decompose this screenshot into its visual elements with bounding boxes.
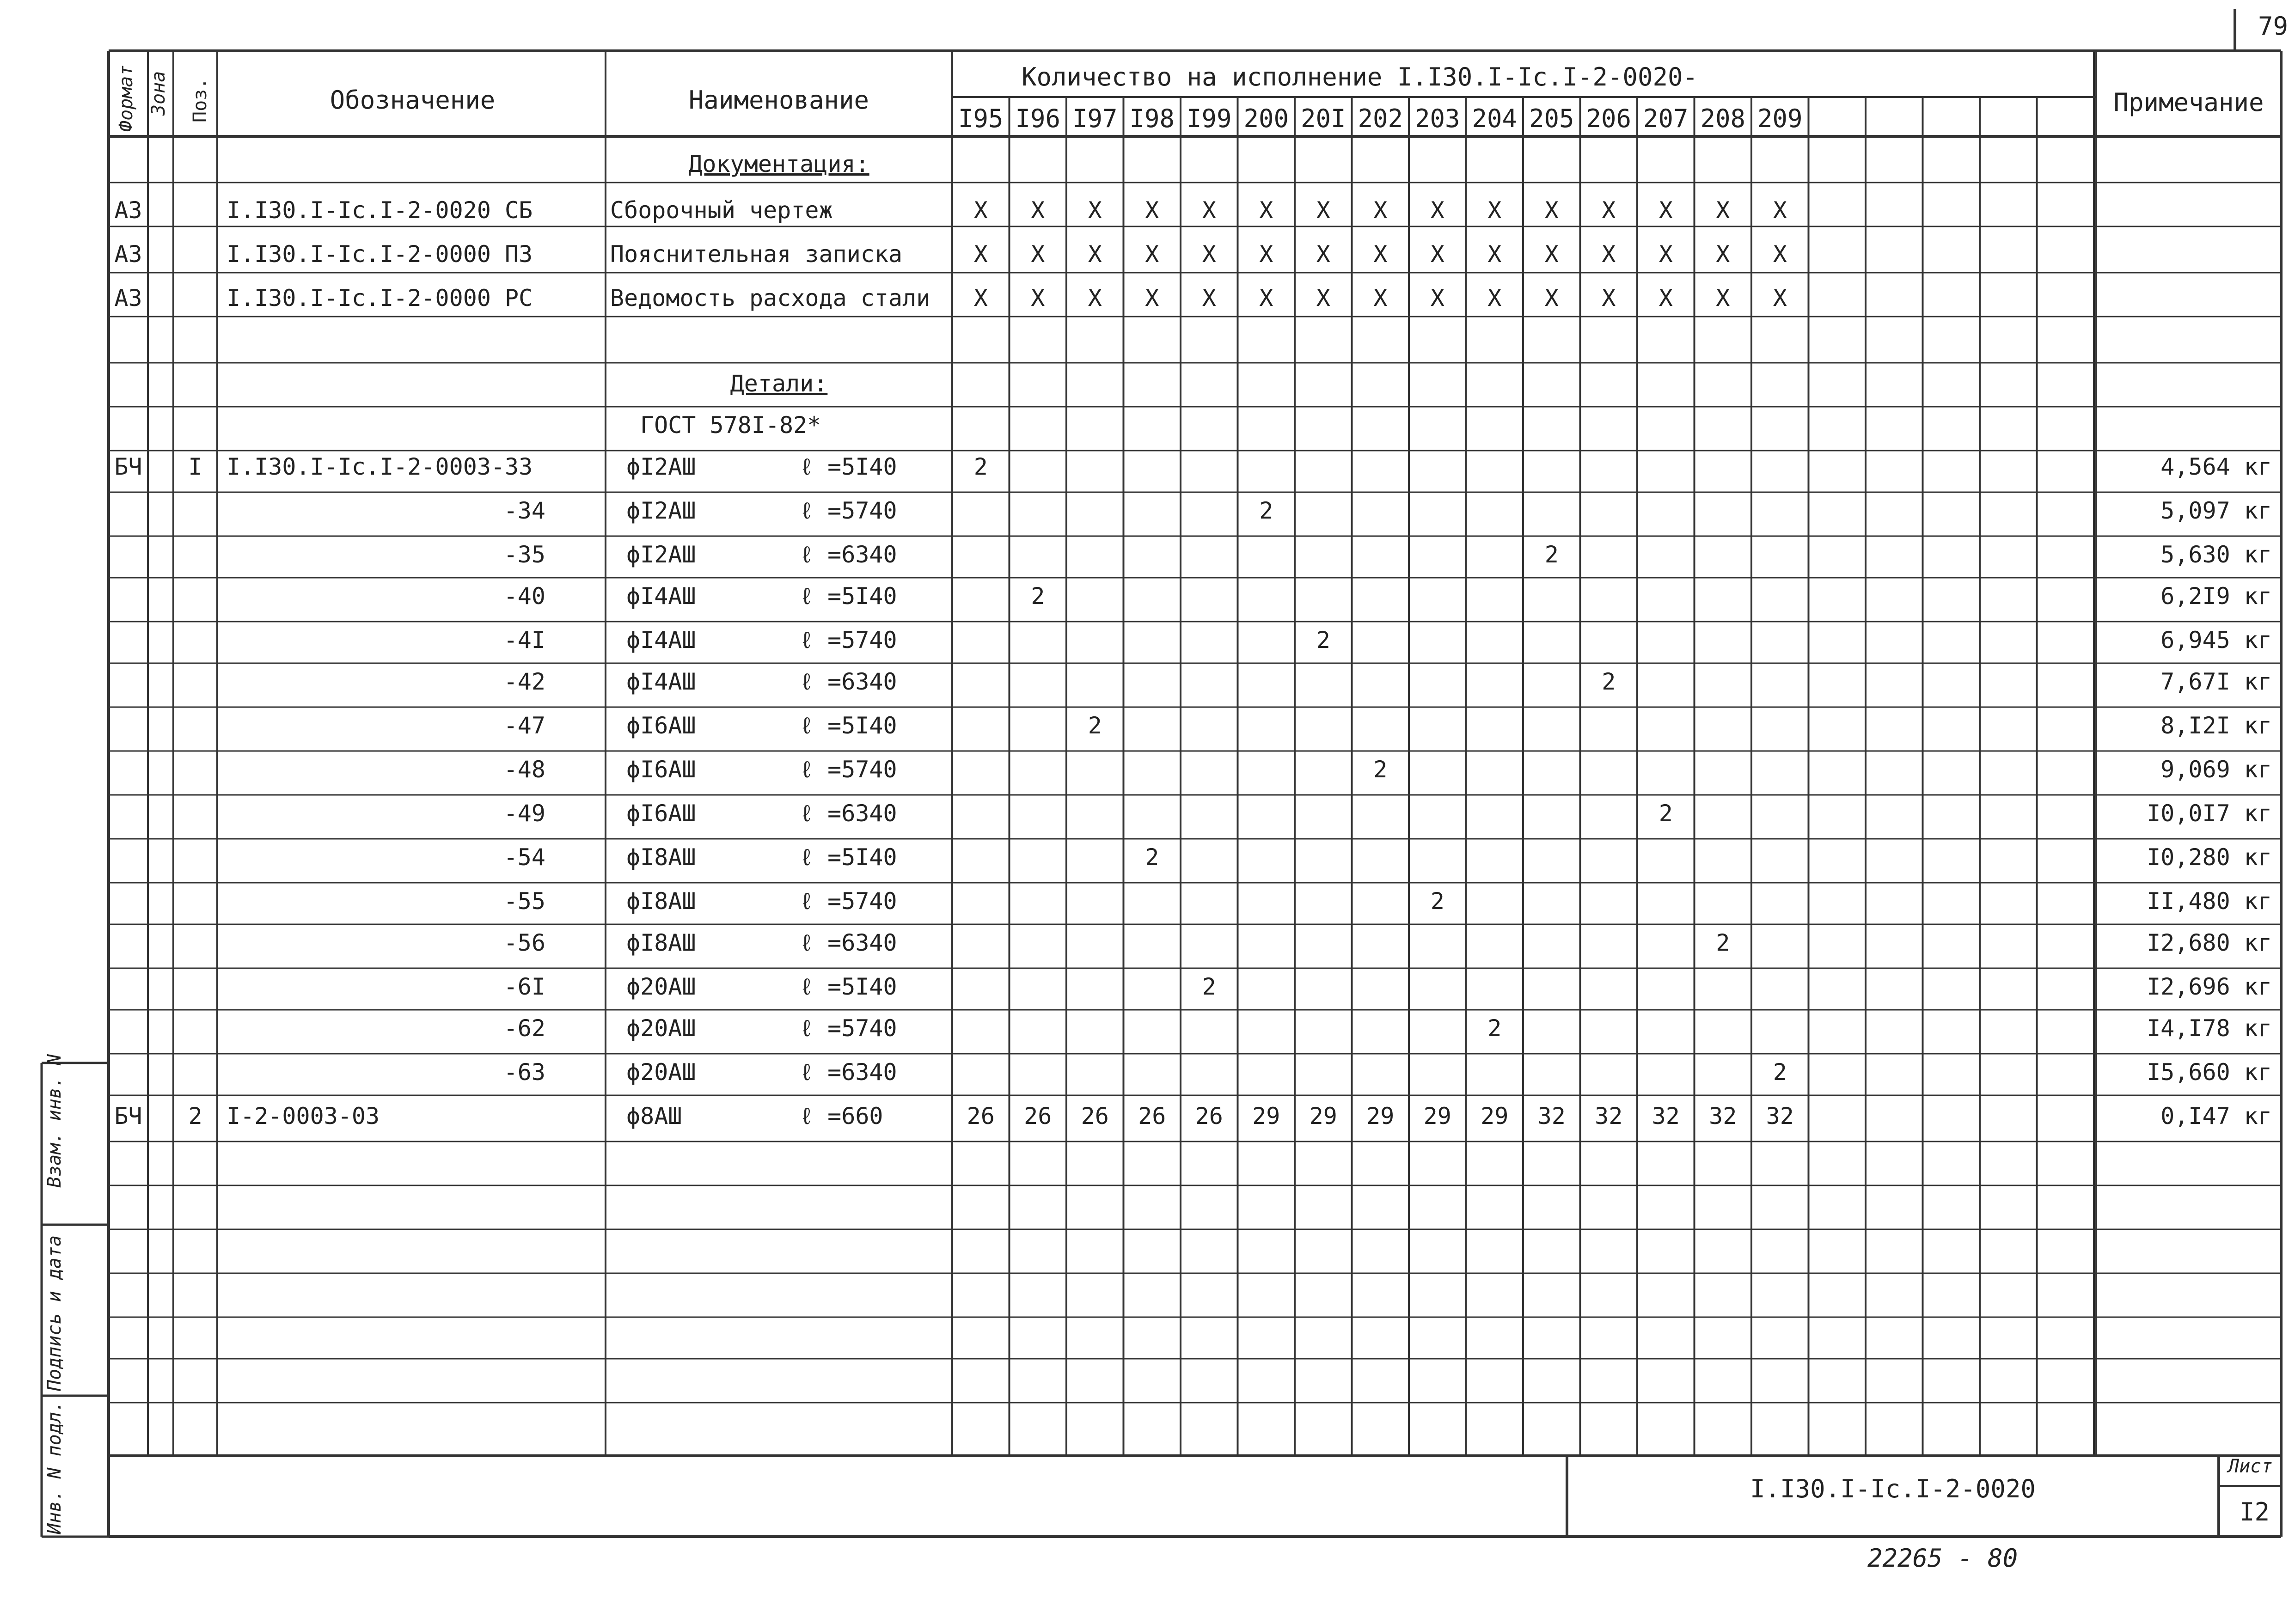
row-diameter: ϕ20АШ xyxy=(626,1059,696,1086)
row-designation: -35 xyxy=(503,541,545,568)
side-stamp-sign: Подпись и дата xyxy=(44,1235,65,1391)
row-mark: X xyxy=(1716,241,1730,268)
row-note: 4,564 кг xyxy=(2160,453,2272,480)
row-note: I2,680 кг xyxy=(2147,929,2272,956)
row-length: ℓ =5740 xyxy=(800,627,897,653)
row-quantity: 2 xyxy=(1773,1059,1787,1086)
variant-header: I99 xyxy=(1186,104,1232,133)
variant-header: 206 xyxy=(1586,104,1632,133)
row-quantity: 2 xyxy=(1202,973,1216,1000)
row-length: ℓ =660 xyxy=(800,1103,883,1129)
row-diameter: ϕI4АШ xyxy=(626,583,696,610)
variant-header: I95 xyxy=(958,104,1004,133)
row-note: 8,I2I кг xyxy=(2160,712,2272,739)
row-mark: X xyxy=(1602,197,1616,224)
row-pos: I xyxy=(188,453,202,480)
row-designation: -49 xyxy=(503,800,545,827)
row-designation: -56 xyxy=(503,929,545,956)
row-mark: X xyxy=(1487,285,1502,311)
row-quantity: 2 xyxy=(1602,668,1616,695)
row-mark: X xyxy=(1773,285,1787,311)
row-note: 6,945 кг xyxy=(2160,627,2272,653)
variant-header: 203 xyxy=(1414,104,1460,133)
row-pos: 2 xyxy=(188,1103,202,1129)
row-note: 7,67I кг xyxy=(2160,668,2272,695)
row-mark: X xyxy=(1088,197,1102,224)
row-mark: X xyxy=(973,197,988,224)
row-designation: -62 xyxy=(503,1015,545,1042)
row-mark: X xyxy=(1202,285,1216,311)
row-diameter: ϕI2АШ xyxy=(626,453,696,480)
row-diameter: ϕI6АШ xyxy=(626,800,696,827)
row-designation: -48 xyxy=(503,756,545,783)
row-mark: X xyxy=(1430,197,1444,224)
row-quantity: 2 xyxy=(973,453,988,480)
row-length: ℓ =5740 xyxy=(800,888,897,915)
row-mark: X xyxy=(1544,197,1559,224)
row-quantity: 2 xyxy=(1544,541,1559,568)
row-mark: X xyxy=(1487,241,1502,268)
section-gost: ГОСТ 578I-82* xyxy=(640,412,821,439)
footer-number: 22265 - 80 xyxy=(1867,1544,2018,1573)
variant-header: 204 xyxy=(1472,104,1518,133)
row-quantity: 29 xyxy=(1366,1103,1395,1129)
row-diameter: ϕI6АШ xyxy=(626,712,696,739)
row-quantity: 2 xyxy=(1088,712,1102,739)
row-diameter: ϕ20АШ xyxy=(626,1015,696,1042)
row-note: 5,630 кг xyxy=(2160,541,2272,568)
row-designation: -42 xyxy=(503,668,545,695)
row-designation: -54 xyxy=(503,844,545,871)
row-note: I0,280 кг xyxy=(2147,844,2272,871)
row-mark: X xyxy=(1773,197,1787,224)
row-diameter: ϕI6АШ xyxy=(626,756,696,783)
variant-header: I98 xyxy=(1129,104,1175,133)
row-quantity: 26 xyxy=(1081,1103,1109,1129)
row-mark: X xyxy=(1031,197,1045,224)
row-mark: X xyxy=(1259,197,1273,224)
variant-header: 207 xyxy=(1643,104,1689,133)
row-diameter: ϕI8АШ xyxy=(626,929,696,956)
row-note: I5,660 кг xyxy=(2147,1059,2272,1086)
title-block-code: I.I30.I-Ic.I-2-0020 xyxy=(1750,1474,2036,1503)
row-designation: I-2-0003-03 xyxy=(226,1103,380,1129)
row-quantity: 32 xyxy=(1709,1103,1737,1129)
row-quantity: 32 xyxy=(1595,1103,1623,1129)
row-mark: X xyxy=(1316,241,1330,268)
variant-header: 205 xyxy=(1529,104,1574,133)
title-block-sheet-label: Лист xyxy=(2228,1456,2273,1477)
row-note: I4,I78 кг xyxy=(2147,1015,2272,1042)
row-note: 0,I47 кг xyxy=(2160,1103,2272,1129)
row-format: А3 xyxy=(114,197,142,224)
row-mark: X xyxy=(1259,285,1273,311)
variant-header: I97 xyxy=(1072,104,1118,133)
row-designation: I.I30.I-Ic.I-2-0020 СБ xyxy=(226,197,533,224)
row-mark: X xyxy=(1659,285,1673,311)
row-length: ℓ =5I40 xyxy=(800,973,897,1000)
row-length: ℓ =6340 xyxy=(800,929,897,956)
side-stamp-inv: Инв. N подл. xyxy=(44,1401,65,1534)
row-diameter: ϕ20АШ xyxy=(626,973,696,1000)
row-quantity: 32 xyxy=(1766,1103,1794,1129)
row-length: ℓ =5740 xyxy=(800,756,897,783)
row-designation: -63 xyxy=(503,1059,545,1086)
row-mark: X xyxy=(973,285,988,311)
row-quantity: 2 xyxy=(1259,497,1273,524)
row-designation: -40 xyxy=(503,583,545,610)
row-name: Пояснительная записка xyxy=(610,241,903,268)
row-mark: X xyxy=(1659,241,1673,268)
row-format: А3 xyxy=(114,241,142,268)
row-mark: X xyxy=(1602,285,1616,311)
row-length: ℓ =6340 xyxy=(800,668,897,695)
row-mark: X xyxy=(1031,241,1045,268)
row-diameter: ϕ8АШ xyxy=(626,1103,682,1129)
row-designation: I.I30.I-Ic.I-2-0003-33 xyxy=(226,453,533,480)
row-quantity: 2 xyxy=(1716,929,1730,956)
row-length: ℓ =5I40 xyxy=(800,453,897,480)
header-zone: Зона xyxy=(148,71,169,116)
row-mark: X xyxy=(1602,241,1616,268)
row-quantity: 2 xyxy=(1430,888,1444,915)
row-mark: X xyxy=(1373,197,1388,224)
header-quantity-title: Количество на исполнение I.I30.I-Ic.I-2-0020- xyxy=(1022,62,1698,92)
row-mark: X xyxy=(1373,285,1388,311)
row-quantity: 26 xyxy=(1024,1103,1052,1129)
row-name: Сборочный чертеж xyxy=(610,197,833,224)
row-quantity: 2 xyxy=(1373,756,1388,783)
row-designation: -34 xyxy=(503,497,545,524)
row-diameter: ϕI8АШ xyxy=(626,888,696,915)
row-name: Ведомость расхода стали xyxy=(610,285,930,311)
row-quantity: 29 xyxy=(1423,1103,1451,1129)
row-mark: X xyxy=(1259,241,1273,268)
row-quantity: 2 xyxy=(1659,800,1673,827)
row-designation: I.I30.I-Ic.I-2-0000 ПЗ xyxy=(226,241,533,268)
title-block-sheet: I2 xyxy=(2240,1497,2270,1526)
row-length: ℓ =6340 xyxy=(800,800,897,827)
row-diameter: ϕI2АШ xyxy=(626,541,696,568)
row-diameter: ϕI2АШ xyxy=(626,497,696,524)
row-mark: X xyxy=(1544,285,1559,311)
row-mark: X xyxy=(1145,241,1159,268)
variant-header: 208 xyxy=(1700,104,1746,133)
row-mark: X xyxy=(1088,285,1102,311)
row-mark: X xyxy=(1202,241,1216,268)
row-format: А3 xyxy=(114,285,142,311)
row-format: БЧ xyxy=(114,1103,142,1129)
row-mark: X xyxy=(1773,241,1787,268)
row-mark: X xyxy=(1487,197,1502,224)
row-mark: X xyxy=(1145,285,1159,311)
row-mark: X xyxy=(973,241,988,268)
row-length: ℓ =5740 xyxy=(800,497,897,524)
row-note: 9,069 кг xyxy=(2160,756,2272,783)
row-diameter: ϕI4АШ xyxy=(626,627,696,653)
row-note: II,480 кг xyxy=(2147,888,2272,915)
row-quantity: 32 xyxy=(1537,1103,1566,1129)
side-stamp-replace: Взам. инв. N xyxy=(44,1054,65,1188)
row-mark: X xyxy=(1316,285,1330,311)
header-name: Наименование xyxy=(688,85,869,115)
row-designation: I.I30.I-Ic.I-2-0000 РС xyxy=(226,285,533,311)
row-length: ℓ =5I40 xyxy=(800,844,897,871)
row-mark: X xyxy=(1430,241,1444,268)
row-quantity: 26 xyxy=(1138,1103,1166,1129)
row-quantity: 29 xyxy=(1252,1103,1280,1129)
variant-header: 209 xyxy=(1757,104,1803,133)
variant-header: 20I xyxy=(1300,104,1346,133)
row-designation: -6I xyxy=(503,973,545,1000)
header-pos: Поз. xyxy=(190,78,211,122)
row-quantity: 26 xyxy=(967,1103,995,1129)
row-format: БЧ xyxy=(114,453,142,480)
variant-header: I96 xyxy=(1015,104,1061,133)
row-quantity: 2 xyxy=(1316,627,1330,653)
row-quantity: 29 xyxy=(1309,1103,1337,1129)
row-mark: X xyxy=(1659,197,1673,224)
variant-header: 202 xyxy=(1358,104,1403,133)
row-length: ℓ =5I40 xyxy=(800,712,897,739)
section-documentation: Документация: xyxy=(688,151,869,177)
row-diameter: ϕI4АШ xyxy=(626,668,696,695)
header-format: Формат xyxy=(116,65,137,132)
section-details: Детали: xyxy=(730,370,828,397)
row-quantity: 2 xyxy=(1031,583,1045,610)
row-mark: X xyxy=(1202,197,1216,224)
row-mark: X xyxy=(1031,285,1045,311)
row-quantity: 29 xyxy=(1481,1103,1509,1129)
row-length: ℓ =5I40 xyxy=(800,583,897,610)
row-mark: X xyxy=(1716,197,1730,224)
row-mark: X xyxy=(1316,197,1330,224)
row-quantity: 32 xyxy=(1652,1103,1680,1129)
row-length: ℓ =6340 xyxy=(800,541,897,568)
row-designation: -55 xyxy=(503,888,545,915)
header-note: Примечание xyxy=(2113,88,2264,117)
header-designation: Обозначение xyxy=(330,85,496,115)
row-mark: X xyxy=(1544,241,1559,268)
row-quantity: 26 xyxy=(1195,1103,1223,1129)
row-length: ℓ =5740 xyxy=(800,1015,897,1042)
row-mark: X xyxy=(1088,241,1102,268)
row-note: I0,0I7 кг xyxy=(2147,800,2272,827)
row-quantity: 2 xyxy=(1145,844,1159,871)
page-number: 79 xyxy=(2258,12,2289,41)
row-designation: -47 xyxy=(503,712,545,739)
row-mark: X xyxy=(1373,241,1388,268)
row-note: 5,097 кг xyxy=(2160,497,2272,524)
row-length: ℓ =6340 xyxy=(800,1059,897,1086)
row-note: 6,2I9 кг xyxy=(2160,583,2272,610)
row-note: I2,696 кг xyxy=(2147,973,2272,1000)
variant-header: 200 xyxy=(1243,104,1289,133)
row-quantity: 2 xyxy=(1487,1015,1502,1042)
row-designation: -4I xyxy=(503,627,545,653)
row-mark: X xyxy=(1430,285,1444,311)
row-diameter: ϕI8АШ xyxy=(626,844,696,871)
row-mark: X xyxy=(1145,197,1159,224)
row-mark: X xyxy=(1716,285,1730,311)
